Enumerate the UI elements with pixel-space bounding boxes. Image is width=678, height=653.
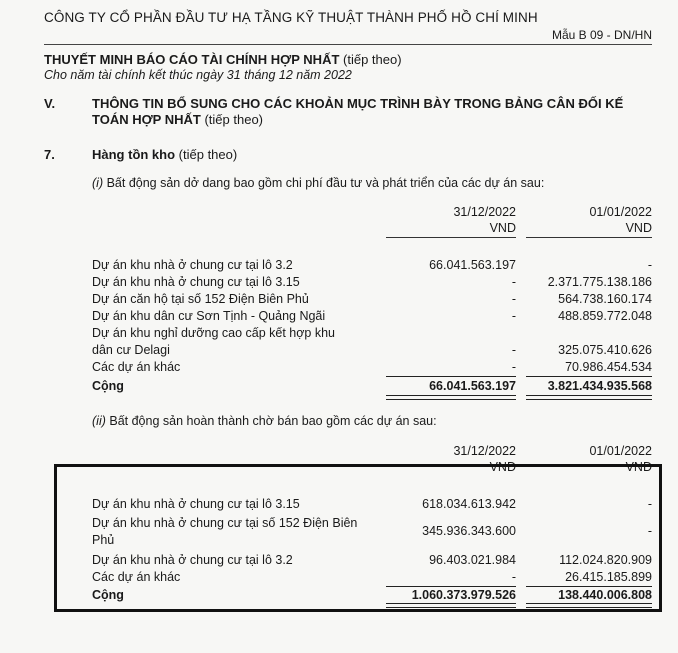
- table-cell: 70.986.454.534: [565, 360, 652, 374]
- table-row: Các dự án khác: [92, 360, 181, 374]
- table2-col1-date: 31/12/2022: [453, 444, 516, 458]
- table-cell: 345.936.343.600: [422, 524, 516, 538]
- table2-col1-unit: VND: [489, 460, 516, 474]
- table-cell: -: [511, 343, 516, 357]
- table-cell: -: [511, 360, 516, 374]
- table-row: Dự án khu nhà ở chung cư tại lô 3.2: [92, 553, 293, 567]
- table2-total-label: Cộng: [92, 588, 124, 602]
- section-number: V.: [44, 96, 56, 111]
- report-title: THUYẾT MINH BÁO CÁO TÀI CHÍNH HỢP NHẤT (tiếp theo): [44, 52, 402, 67]
- table2-total-v1: 1.060.373.979.526: [411, 588, 516, 602]
- table1-col1-date: 31/12/2022: [453, 205, 516, 219]
- table-cell: -: [511, 275, 516, 289]
- report-subtitle: Cho năm tài chính kết thúc ngày 31 tháng 12 năm 2022: [44, 68, 352, 82]
- table-cell: 618.034.613.942: [422, 497, 516, 511]
- table1-total-double-rule: [526, 395, 652, 400]
- table-cell: 26.415.185.899: [565, 570, 652, 584]
- table1-col2-date: 01/01/2022: [589, 205, 652, 219]
- table2-subtotal-rule: [526, 586, 652, 587]
- table-cell: 112.024.820.909: [559, 553, 652, 567]
- table-row-cont: dân cư Delagi: [92, 343, 170, 357]
- table-cell: -: [511, 570, 516, 584]
- table2-col2-unit: VND: [625, 460, 652, 474]
- table-cell: 488.859.772.048: [558, 309, 652, 323]
- table2-subtotal-rule: [386, 586, 516, 587]
- table-cell: 96.403.021.984: [429, 553, 516, 567]
- table-cell: -: [511, 309, 516, 323]
- table-row: Dự án khu nhà ở chung cư tại lô 3.15: [92, 497, 300, 511]
- table-row: Dự án khu nhà ở chung cư tại số 152 Điện Biên: [92, 516, 358, 530]
- table-cell: 564.738.160.174: [558, 292, 652, 306]
- table1-total-double-rule: [386, 395, 516, 400]
- form-code: Mẫu B 09 - DN/HN: [551, 28, 652, 42]
- subsection-title: Hàng tồn kho (tiếp theo): [92, 147, 238, 162]
- table2-total-double-rule: [526, 603, 652, 608]
- table-row: Dự án khu nhà ở chung cư tại lô 3.15: [92, 275, 300, 289]
- table-row: Các dự án khác: [92, 570, 181, 584]
- subsection-number: 7.: [44, 147, 55, 162]
- table-row-cont: Phủ: [92, 533, 115, 547]
- table1-subtotal-rule: [526, 376, 652, 377]
- table-row: Dự án căn hộ tại số 152 Điện Biên Phủ: [92, 292, 309, 306]
- table2-col2-date: 01/01/2022: [589, 444, 652, 458]
- header-rule: [44, 44, 652, 45]
- table1-col1-rule: [386, 237, 516, 238]
- table1-total-v2: 3.821.434.935.568: [547, 379, 652, 393]
- section-title: THÔNG TIN BỔ SUNG CHO CÁC KHOẢN MỤC TRÌNH BÀY TRONG BẢNG CÂN ĐỐI KẾ TOÁN HỢP NHẤT (tiếp theo): [92, 96, 624, 127]
- table-cell: -: [647, 497, 652, 511]
- table1-col2-rule: [526, 237, 652, 238]
- table-row: Dự án khu dân cư Sơn Tịnh - Quảng Ngãi: [92, 309, 326, 323]
- company-name: CÔNG TY CỔ PHẦN ĐẦU TƯ HẠ TẦNG KỸ THUẬT THÀNH PHỐ HỒ CHÍ MINH: [44, 10, 538, 25]
- table-cell: -: [647, 258, 652, 272]
- table-cell: 2.371.775.138.186: [547, 275, 652, 289]
- table-row: Dự án khu nhà ở chung cư tại lô 3.2: [92, 258, 293, 272]
- table1-col2-unit: VND: [625, 221, 652, 235]
- table-row: Dự án khu nghỉ dưỡng cao cấp kết hợp khu: [92, 326, 335, 340]
- table2-total-v2: 138.440.006.808: [558, 588, 652, 602]
- table1-total-label: Cộng: [92, 379, 124, 393]
- table-cell: -: [511, 292, 516, 306]
- table1-col1-unit: VND: [489, 221, 516, 235]
- table2-intro: (ii) Bất động sản hoàn thành chờ bán bao gồm các dự án sau:: [92, 414, 437, 428]
- table1-subtotal-rule: [386, 376, 516, 377]
- table2-total-double-rule: [386, 603, 516, 608]
- table-cell: 66.041.563.197: [429, 258, 516, 272]
- table1-total-v1: 66.041.563.197: [429, 379, 516, 393]
- table1-intro: (i) Bất động sản dở dang bao gồm chi phí đầu tư và phát triển của các dự án sau:: [92, 176, 545, 190]
- table-cell: 325.075.410.626: [558, 343, 652, 357]
- table-cell: -: [647, 524, 652, 538]
